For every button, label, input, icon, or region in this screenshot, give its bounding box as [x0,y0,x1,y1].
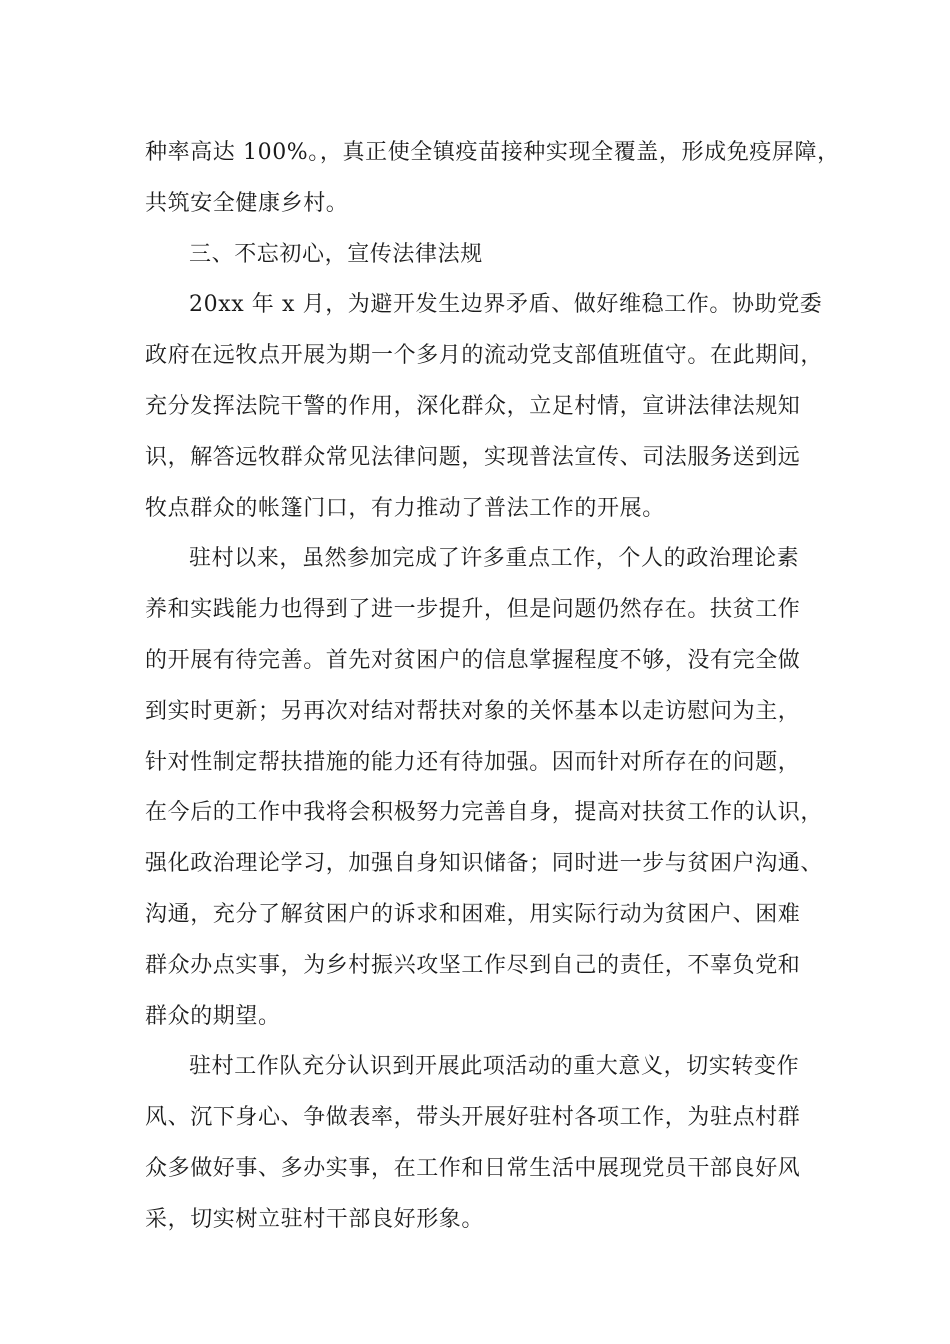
text-line: 众多做好事、多办实事，在工作和日常生活中展现党员干部良好风 [145,1155,801,1181]
text-line: 种率高达 100%。，真正使全镇疫苗接种实现全覆盖，形成免疫屏障， [145,140,840,165]
text-line: 群众办点实事，为乡村振兴攻坚工作尽到自己的责任，不辜负党和 [145,952,801,978]
document-body [145,128,840,1246]
text-line: 采，切实树立驻村干部良好形象。 [145,1206,485,1232]
text-line: 政府在远牧点开展为期一个多月的流动党支部值班值守。在此期间， [145,343,824,369]
text-line: 到实时更新；另再次对结对帮扶对象的关怀基本以走访慰问为主， [145,698,801,724]
text-line: 驻村工作队充分认识到开展此项活动的重大意义，切实转变作 [189,1054,800,1080]
text-line: 20xx 年 x 月，为避开发生边界矛盾、做好维稳工作。协助党委 [189,292,823,318]
text-line: 风、沉下身心、争做表率，带头开展好驻村各项工作，为驻点村群 [145,1105,801,1131]
text-line: 在今后的工作中我将会积极努力完善自身，提高对扶贫工作的认识， [145,800,824,826]
text-line: 针对性制定帮扶措施的能力还有待加强。因而针对所存在的问题， [145,749,801,775]
text-line: 群众的期望。 [145,1003,281,1029]
text-line: 的开展有待完善。首先对贫困户的信息掌握程度不够，没有完全做 [145,647,801,673]
text-line: 识，解答远牧群众常见法律问题，实现普法宣传、司法服务送到远 [145,444,801,470]
text-line: 充分发挥法院干警的作用，深化群众，立足村情，宣讲法律法规知 [145,393,801,419]
text-line: 牧点群众的帐篷门口，有力推动了普法工作的开展。 [145,495,665,521]
text-line: 养和实践能力也得到了进一步提升，但是问题仍然存在。扶贫工作 [145,597,801,623]
text-line: 驻村以来，虽然参加完成了许多重点工作，个人的政治理论素 [189,546,800,572]
section-heading: 三、不忘初心，宣传法律法规 [189,241,483,267]
text-line: 强化政治理论学习，加强自身知识储备；同时进一步与贫困户沟通、 [145,851,824,877]
text-line: 沟通，充分了解贫困户的诉求和困难，用实际行动为贫困户、困难 [145,901,801,927]
text-line: 共筑安全健康乡村。 [145,190,349,216]
